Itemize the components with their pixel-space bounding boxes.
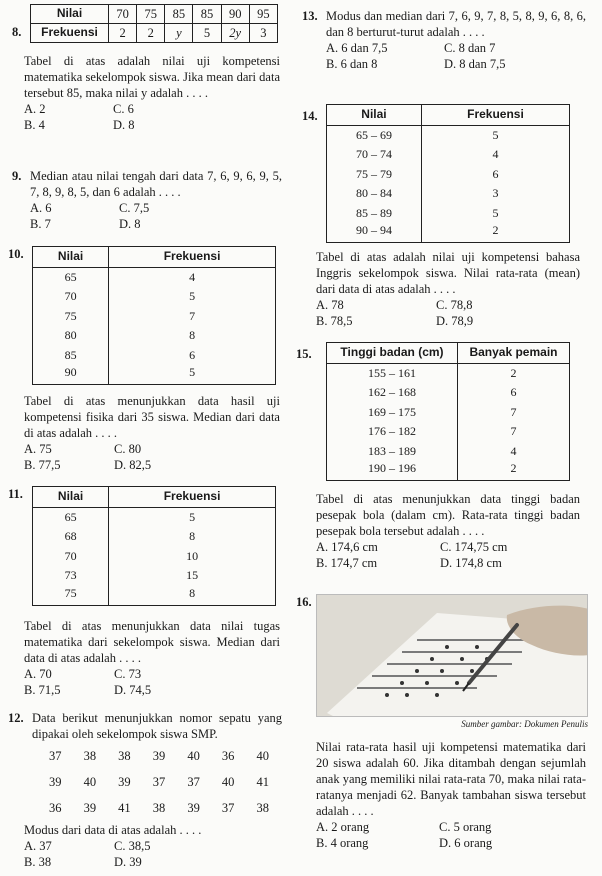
table-cell: 7: [457, 403, 569, 423]
option-a[interactable]: A. 75: [24, 442, 52, 457]
option-b[interactable]: B. 7: [30, 217, 51, 231]
option-d[interactable]: D. 82,5: [114, 458, 152, 473]
row-header: Nilai: [31, 5, 109, 24]
question-number: 15.: [296, 347, 312, 361]
table-cell: 65: [33, 268, 109, 288]
question-number: 16.: [296, 595, 312, 609]
column-header: Tinggi badan (cm): [327, 343, 458, 364]
option-a[interactable]: A. 174,6 cm: [316, 540, 378, 555]
question-9: [12, 168, 282, 232]
column-header: Nilai: [33, 247, 109, 268]
table-cell: 85: [33, 346, 109, 366]
q11-table: [32, 486, 276, 606]
data-value: 38: [152, 801, 166, 815]
table-cell: 85: [165, 5, 193, 24]
answer-options: [24, 441, 196, 473]
table-cell: 155 – 161: [327, 364, 458, 384]
table-cell: 190 – 196: [327, 461, 458, 481]
table-cell: 4: [109, 268, 276, 288]
row-header: Frekuensi: [31, 24, 109, 43]
table-cell: 4: [421, 145, 569, 165]
table-cell: y: [165, 24, 193, 43]
table-cell: 7: [457, 422, 569, 442]
question-stem-2: Modus dari data di atas adalah . . . .: [24, 823, 202, 837]
table-cell: 3: [421, 184, 569, 204]
option-b[interactable]: B. 77,5: [24, 458, 61, 473]
option-c[interactable]: C. 80: [114, 442, 142, 457]
table-cell: 7: [109, 307, 276, 327]
option-d[interactable]: D. 174,8 cm: [440, 556, 502, 571]
column-header: Frekuensi: [421, 105, 569, 126]
question-11: [8, 486, 282, 698]
option-c[interactable]: C. 6: [113, 102, 134, 116]
table-cell: 169 – 175: [327, 403, 458, 423]
question-8: [12, 4, 282, 133]
question-stem: Data berikut menunjukkan nomor sepatu yang dipakai oleh sekelompok siswa SMP.: [32, 711, 282, 741]
answer-options: [316, 539, 556, 571]
option-a[interactable]: A. 37: [24, 839, 52, 853]
table-cell: 2: [421, 223, 569, 243]
data-value: 36: [221, 749, 235, 763]
option-c[interactable]: C. 8 dan 7: [444, 41, 496, 55]
option-b[interactable]: B. 4: [24, 118, 45, 132]
data-value: 39: [152, 749, 166, 763]
option-a[interactable]: A. 2 orang: [316, 819, 370, 834]
answer-options: [316, 297, 548, 329]
q15-table: [326, 342, 570, 481]
table-cell: 80 – 84: [327, 184, 422, 204]
table-cell: 90 – 94: [327, 223, 422, 243]
table-cell: 3: [249, 24, 277, 43]
column-header: Nilai: [33, 487, 109, 508]
q8-table: [30, 4, 278, 43]
column-header: Banyak pemain: [457, 343, 569, 364]
data-value: 37: [152, 775, 166, 789]
table-cell: 95: [249, 5, 277, 24]
table-cell: 6: [109, 346, 276, 366]
answer-options: [316, 819, 554, 851]
column-header: Frekuensi: [109, 487, 276, 508]
data-value: 39: [187, 801, 200, 815]
table-cell: 10: [109, 547, 276, 567]
table-cell: 70 – 74: [327, 145, 422, 165]
question-16: [296, 594, 594, 851]
table-cell: 90: [221, 5, 249, 24]
table-cell: 2: [109, 24, 137, 43]
table-cell: 8: [109, 326, 276, 346]
question-number: 14.: [302, 109, 318, 123]
question-13: [302, 8, 594, 72]
pencil-on-answer-sheet-icon: [317, 595, 588, 717]
answer-sheet-photo: [316, 594, 588, 717]
table-cell: 70: [33, 287, 109, 307]
table-cell: 65 – 69: [327, 126, 422, 146]
q10-table: [32, 246, 276, 385]
column-header: Frekuensi: [109, 247, 276, 268]
table-cell: 6: [457, 383, 569, 403]
table-cell: 80: [33, 326, 109, 346]
table-cell: 75: [33, 307, 109, 327]
option-b[interactable]: B. 174,7 cm: [316, 556, 378, 571]
table-cell: 85: [193, 5, 221, 24]
table-cell: 5: [109, 365, 276, 385]
table-cell: 70: [33, 547, 109, 567]
data-value: 38: [256, 801, 269, 815]
question-stem: Tabel di atas menunjukkan data hasil uji kompetensi fisika dari 35 siswa. Median dari data di atas adalah . . . .: [24, 394, 280, 441]
answer-options: [24, 666, 196, 698]
shoe-size-data: [38, 748, 280, 816]
question-14: [302, 104, 594, 329]
answer-options: [24, 101, 194, 133]
answer-options: [30, 200, 200, 232]
question-number: 10.: [8, 247, 24, 261]
option-a[interactable]: A. 6: [30, 201, 52, 215]
data-value: 37: [187, 775, 200, 789]
question-stem: Tabel di atas menunjukkan data tinggi badan pesepak bola (dalam cm). Rata-rata tinggi badan pesepak bola tersebut adalah . . . .: [316, 492, 580, 539]
table-cell: 8: [109, 527, 276, 547]
option-c[interactable]: C. 174,75 cm: [440, 540, 508, 555]
option-d[interactable]: D. 8: [119, 217, 141, 231]
table-cell: 5: [109, 508, 276, 528]
column-header: Nilai: [327, 105, 422, 126]
table-cell: 176 – 182: [327, 422, 458, 442]
table-cell: 2: [457, 364, 569, 384]
data-value: 37: [221, 801, 235, 815]
answer-options: [326, 40, 554, 72]
table-cell: 5: [421, 126, 569, 146]
answer-options: [24, 838, 196, 870]
data-value: 40: [187, 749, 200, 763]
table-cell: 2: [137, 24, 165, 43]
option-b[interactable]: B. 4 orang: [316, 835, 369, 850]
data-value: 41: [118, 801, 131, 815]
table-cell: 8: [109, 586, 276, 606]
table-cell: 183 – 189: [327, 442, 458, 462]
option-d[interactable]: D. 8: [113, 118, 135, 132]
table-cell: 90: [33, 365, 109, 385]
option-c[interactable]: C. 38,5: [114, 839, 151, 853]
table-cell: 2y: [221, 24, 249, 43]
option-a[interactable]: A. 6 dan 7,5: [326, 41, 388, 55]
option-c[interactable]: C. 5 orang: [439, 819, 492, 834]
table-cell: 73: [33, 566, 109, 586]
option-b[interactable]: B. 38: [24, 855, 52, 869]
question-12: [8, 710, 282, 870]
data-value: 40: [256, 749, 269, 763]
data-value: 39: [49, 775, 62, 789]
table-cell: 5: [193, 24, 221, 43]
option-a[interactable]: A. 70: [24, 666, 52, 681]
option-c[interactable]: C. 78,8: [436, 298, 473, 313]
table-cell: 15: [109, 566, 276, 586]
table-cell: 65: [33, 508, 109, 528]
table-cell: 75: [33, 586, 109, 606]
option-d[interactable]: D. 6 orang: [439, 835, 493, 850]
image-caption: Sumber gambar: Dokumen Penulis: [461, 719, 588, 729]
option-d[interactable]: D. 74,5: [114, 682, 152, 697]
question-stem: Tabel di atas adalah nilai uji kompetensi matematika sekelompok siswa. Jika mean dari data tersebut 85, maka nilai y adalah . . . .: [24, 54, 280, 100]
question-number: 11.: [8, 487, 23, 501]
question-number: 9.: [12, 169, 22, 183]
question-stem: Median atau nilai tengah dari data 7, 6, 9, 6, 9, 5, 7, 8, 9, 8, 5, dan 6 adalah . . . .: [30, 169, 282, 199]
data-value: 39: [118, 775, 131, 789]
table-cell: 68: [33, 527, 109, 547]
question-number: 13.: [302, 9, 318, 23]
table-cell: 6: [421, 165, 569, 185]
table-cell: 162 – 168: [327, 383, 458, 403]
data-value: 39: [83, 801, 97, 815]
data-value: 40: [221, 775, 235, 789]
option-a[interactable]: A. 78: [316, 298, 344, 313]
question-stem: Tabel di atas menunjukkan data nilai tugas matematika dari sekelompok siswa. Median dari data di atas adalah . . . .: [24, 618, 280, 665]
option-c[interactable]: C. 73: [114, 666, 142, 681]
option-d[interactable]: D. 78,9: [436, 314, 474, 329]
option-b[interactable]: B. 6 dan 8: [326, 57, 378, 71]
table-cell: 75: [137, 5, 165, 24]
table-cell: 2: [457, 461, 569, 481]
question-stem: Tabel di atas adalah nilai uji kompetensi bahasa Inggris sekelompok siswa. Nilai rata-rata (mean) dari data di atas adalah . . . .: [316, 250, 580, 297]
question-number: 12.: [8, 711, 24, 725]
data-value: 37: [49, 749, 62, 763]
table-cell: 5: [421, 204, 569, 224]
data-value: 41: [256, 775, 269, 789]
data-value: 38: [118, 749, 131, 763]
option-c[interactable]: C. 7,5: [119, 201, 150, 215]
option-d[interactable]: D. 8 dan 7,5: [444, 57, 506, 71]
table-cell: 70: [109, 5, 137, 24]
table-cell: 85 – 89: [327, 204, 422, 224]
q14-table: [326, 104, 570, 243]
table-cell: 75 – 79: [327, 165, 422, 185]
question-15: [296, 342, 594, 571]
option-b[interactable]: B. 78,5: [316, 314, 353, 329]
data-value: 36: [49, 801, 62, 815]
question-stem: Nilai rata-rata hasil uji kompetensi matematika dari 20 siswa adalah 60. Jika ditambah dengan sejumlah anak yang memiliki nilai rata-rata 70, maka nilai rata-ratanya menjadi 62. Banyak tambahan siswa tersebut adalah . . . .: [316, 739, 586, 818]
option-b[interactable]: B. 71,5: [24, 682, 61, 697]
option-a[interactable]: A. 2: [24, 102, 46, 116]
question-number: 8.: [12, 25, 22, 39]
question-stem: Modus dan median dari 7, 6, 9, 7, 8, 5, 8, 9, 6, 8, 6, dan 8 berturut-turut adalah . . . .: [326, 9, 586, 39]
table-cell: 4: [457, 442, 569, 462]
question-10: [8, 246, 282, 473]
data-value: 38: [83, 749, 97, 763]
option-d[interactable]: D. 39: [114, 855, 142, 869]
data-value: 40: [83, 775, 97, 789]
table-cell: 5: [109, 287, 276, 307]
